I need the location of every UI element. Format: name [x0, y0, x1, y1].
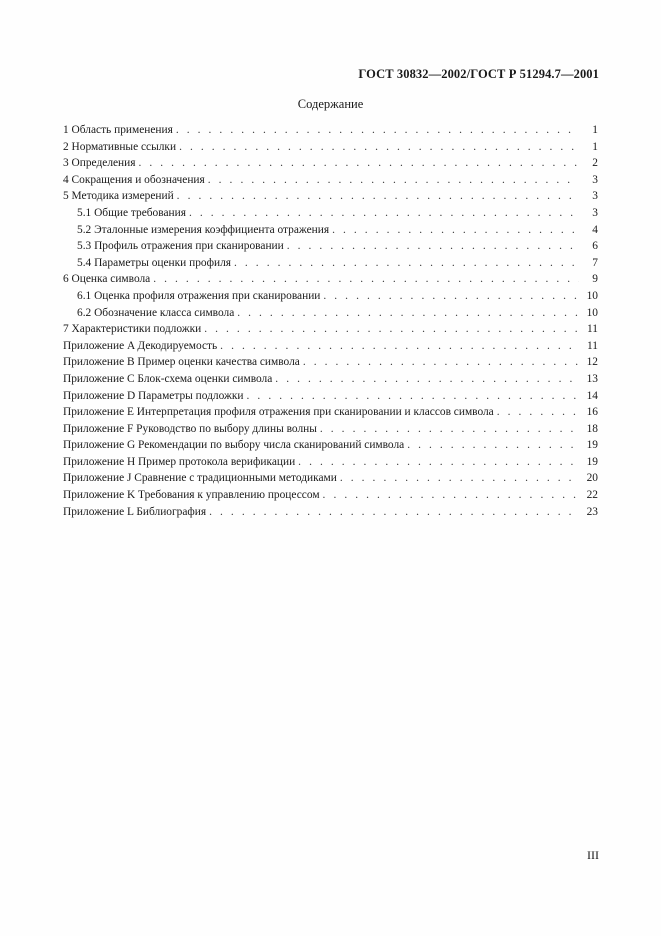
toc-entry[interactable]	[63, 388, 598, 405]
toc-leader-dots	[323, 288, 579, 305]
toc-entry-label: Приложение J Сравнение с традиционными методиками	[63, 472, 337, 485]
toc-entry[interactable]	[63, 255, 598, 272]
toc-entry[interactable]	[63, 487, 598, 504]
toc-entry-page: 16	[586, 406, 598, 419]
toc-entry-page: 23	[586, 505, 598, 518]
toc-entry-label: 6 Оценка символа	[63, 273, 151, 286]
toc-entry[interactable]	[63, 371, 598, 388]
toc-entry-page: 22	[586, 489, 598, 502]
toc-entry[interactable]	[63, 354, 598, 371]
toc-entry[interactable]	[63, 155, 598, 172]
toc-entry-label: 2 Нормативные ссылки	[63, 140, 177, 153]
toc-entry-label: 5.4 Параметры оценки профиля	[77, 256, 232, 269]
toc-entry-label: Приложение D Параметры подложки	[63, 389, 244, 402]
toc-entry-label: Приложение L Библиография	[63, 505, 207, 518]
toc-leader-dots	[237, 305, 579, 322]
toc-entry-label: Приложение H Пример протокола верификации	[63, 455, 296, 468]
toc-entry[interactable]	[63, 504, 598, 521]
toc-entry[interactable]	[63, 437, 598, 454]
toc-entry-page: 10	[586, 289, 598, 302]
toc-entry[interactable]	[63, 238, 598, 255]
toc-leader-dots	[340, 470, 579, 487]
toc-entry-label: Приложение A Декодируемость	[63, 339, 218, 352]
toc-entry-label: 5.2 Эталонные измерения коэффициента отражения	[77, 223, 330, 236]
toc-entry-page: 11	[587, 339, 598, 352]
toc-entry-page: 20	[586, 472, 598, 485]
toc-leader-dots	[189, 205, 579, 222]
toc-entry-page: 3	[592, 206, 598, 219]
toc-leader-dots	[287, 238, 579, 255]
toc-entry-label: Приложение K Требования к управлению процессом	[63, 489, 320, 502]
toc-leader-dots	[153, 271, 579, 288]
toc-entry[interactable]	[63, 470, 598, 487]
toc-entry-label: 3 Определения	[63, 157, 136, 170]
toc-entry[interactable]	[63, 122, 598, 139]
toc-leader-dots	[204, 321, 579, 338]
toc-leader-dots	[247, 388, 579, 405]
toc-entry-label: 7 Характеристики подложки	[63, 323, 202, 336]
toc-entry-label: Приложение F Руководство по выбору длины волны	[63, 422, 317, 435]
toc-entry-label: 6.2 Обозначение класса символа	[77, 306, 235, 319]
toc-entry-page: 3	[592, 173, 598, 186]
toc-leader-dots	[177, 188, 579, 205]
toc-entry-page: 14	[586, 389, 598, 402]
toc-title: Содержание	[297, 97, 364, 111]
document-header: ГОСТ 30832—2002/ГОСТ Р 51294.7—2001	[358, 67, 599, 81]
toc-entry-label: 5 Методика измерений	[63, 190, 174, 203]
toc-entry-page: 10	[586, 306, 598, 319]
toc-entry[interactable]	[63, 172, 598, 189]
toc-entry-label: 5.3 Профиль отражения при сканировании	[77, 240, 284, 253]
toc-entry[interactable]	[63, 139, 598, 156]
toc-entry-page: 1	[592, 124, 598, 136]
toc-entry-page: 3	[592, 190, 598, 203]
table-of-contents	[63, 122, 598, 520]
page-number: III	[587, 848, 599, 862]
toc-leader-dots	[179, 139, 579, 156]
toc-entry-page: 9	[592, 273, 598, 286]
toc-entry[interactable]	[63, 454, 598, 471]
toc-entry[interactable]	[63, 338, 598, 355]
toc-entry-page: 13	[586, 372, 598, 385]
toc-entry-page: 7	[592, 256, 598, 269]
toc-entry-label: 1 Область применения	[63, 124, 173, 136]
toc-leader-dots	[209, 504, 579, 521]
toc-entry-label: Приложение E Интерпретация профиля отражения при сканировании и классов символа	[63, 406, 494, 419]
toc-entry-page: 2	[592, 157, 598, 170]
toc-entry-label: Приложение B Пример оценки качества символа	[63, 356, 300, 369]
toc-entry-page: 11	[587, 323, 598, 336]
toc-leader-dots	[220, 338, 579, 355]
toc-leader-dots	[303, 354, 579, 371]
toc-entry[interactable]	[63, 288, 598, 305]
toc-leader-dots	[234, 255, 579, 272]
toc-entry-page: 18	[586, 422, 598, 435]
toc-leader-dots	[407, 437, 579, 454]
toc-leader-dots	[497, 404, 579, 421]
toc-entry[interactable]	[63, 188, 598, 205]
toc-entry[interactable]	[63, 421, 598, 438]
toc-leader-dots	[139, 155, 580, 172]
toc-entry[interactable]	[63, 271, 598, 288]
toc-entry-page: 1	[592, 140, 598, 153]
toc-leader-dots	[320, 421, 579, 438]
toc-entry-page: 12	[586, 356, 598, 369]
toc-entry[interactable]	[63, 205, 598, 222]
toc-entry[interactable]	[63, 222, 598, 239]
toc-leader-dots	[275, 371, 579, 388]
toc-leader-dots	[332, 222, 579, 239]
toc-entry[interactable]	[63, 404, 598, 421]
toc-entry[interactable]	[63, 321, 598, 338]
toc-entry-page: 4	[592, 223, 598, 236]
toc-leader-dots	[323, 487, 579, 504]
toc-entry-page: 19	[586, 455, 598, 468]
toc-entry[interactable]	[63, 305, 598, 322]
toc-entry-label: 6.1 Оценка профиля отражения при сканировании	[77, 289, 321, 302]
toc-leader-dots	[176, 122, 579, 139]
toc-entry-label: Приложение C Блок-схема оценки символа	[63, 372, 273, 385]
toc-entry-page: 6	[592, 240, 598, 253]
toc-entry-label: 4 Сокращения и обозначения	[63, 173, 205, 186]
toc-leader-dots	[208, 172, 579, 189]
toc-entry-page: 19	[586, 439, 598, 452]
toc-entry-label: Приложение G Рекомендации по выбору числа сканирований символа	[63, 439, 405, 452]
toc-entry-label: 5.1 Общие требования	[77, 206, 186, 219]
toc-leader-dots	[298, 454, 579, 471]
